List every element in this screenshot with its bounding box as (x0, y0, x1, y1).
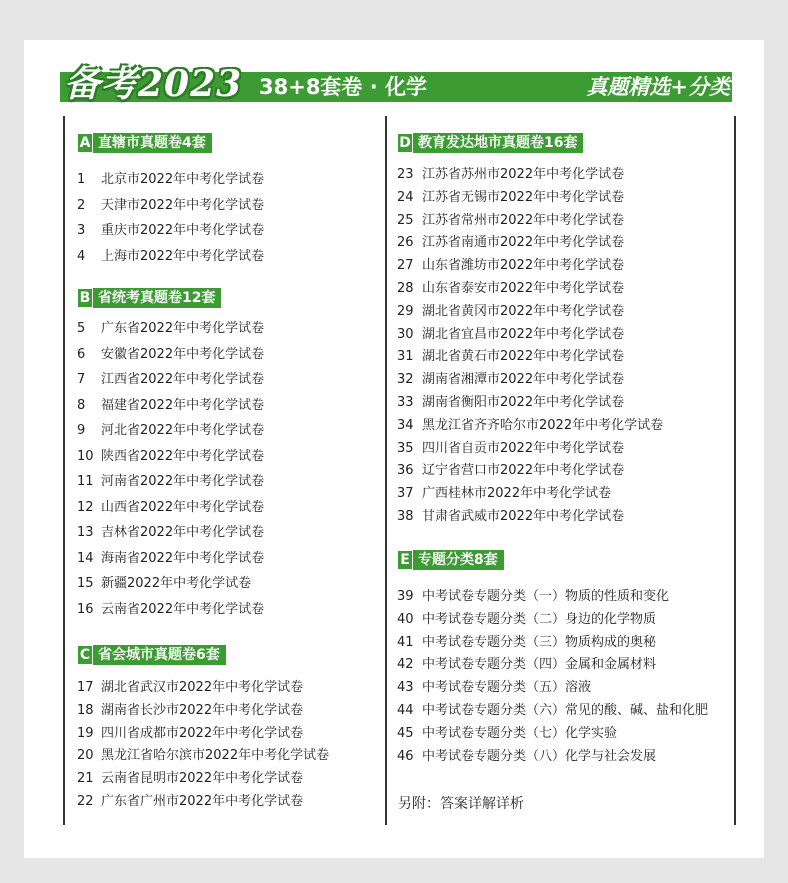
middle-column-rule (385, 116, 387, 825)
item-number: 35 (397, 440, 414, 456)
list-item (77, 571, 264, 597)
item-title: 湖南省湘潭市2022年中考化学试卷 (422, 372, 625, 388)
item-number: 11 (77, 474, 94, 489)
item-title: 湖北省黄冈市2022年中考化学试卷 (422, 303, 625, 319)
item-title: 四川省自贡市2022年中考化学试卷 (422, 440, 625, 456)
item-number: 28 (397, 280, 414, 296)
item-number: 19 (77, 725, 94, 741)
item-title: 重庆市2022年中考化学试卷 (101, 223, 265, 238)
list-item (397, 438, 663, 461)
right-column-rule (734, 116, 736, 825)
section-e-letter: E (397, 550, 413, 570)
list-item (397, 301, 663, 324)
item-number: 33 (397, 394, 414, 410)
item-number: 22 (77, 793, 94, 809)
section-c-letter: C (77, 645, 93, 665)
list-item (397, 460, 663, 483)
item-number: 23 (397, 167, 414, 182)
list-item (77, 218, 264, 244)
list-item (397, 586, 708, 609)
item-title: 四川省成都市2022年中考化学试卷 (101, 725, 304, 741)
list-item (77, 745, 329, 768)
list-item (77, 367, 264, 393)
item-title: 山东省潍坊市2022年中考化学试卷 (422, 258, 625, 274)
item-title: 福建省2022年中考化学试卷 (101, 397, 265, 413)
item-title: 中考试卷专题分类（四）金属和金属材料 (422, 657, 657, 673)
banner-right-title: 真题精选+分类 (586, 74, 730, 99)
left-column-rule (63, 116, 65, 825)
list-item (397, 278, 663, 301)
item-number: 3 (77, 223, 86, 238)
banner-main-title: 备考2023 (64, 63, 243, 105)
list-item (397, 700, 708, 723)
item-number: 5 (77, 321, 86, 336)
item-title: 海南省2022年中考化学试卷 (101, 550, 265, 566)
item-title: 广东省广州市2022年中考化学试卷 (101, 793, 304, 809)
item-number: 9 (77, 423, 86, 438)
item-number: 1 (77, 172, 86, 187)
item-title: 陕西省2022年中考化学试卷 (101, 448, 265, 464)
item-title: 上海市2022年中考化学试卷 (101, 248, 265, 264)
item-title: 江苏省无锡市2022年中考化学试卷 (422, 189, 625, 205)
item-number: 4 (77, 248, 86, 264)
section-c-list (77, 677, 329, 814)
list-item (77, 700, 329, 723)
item-title: 黑龙江省哈尔滨市2022年中考化学试卷 (101, 748, 330, 764)
item-number: 15 (77, 576, 94, 591)
item-title: 江西省2022年中考化学试卷 (101, 372, 265, 387)
item-number: 25 (397, 212, 414, 228)
item-number: 24 (397, 189, 414, 205)
item-number: 39 (397, 589, 414, 604)
section-b-header (77, 288, 221, 308)
item-title: 中考试卷专题分类（六）常见的酸、碱、盐和化肥 (422, 702, 709, 718)
list-item (397, 746, 708, 769)
list-item (397, 232, 663, 255)
section-e-list (397, 586, 708, 768)
list-item (77, 393, 264, 419)
list-item (397, 415, 663, 438)
item-title: 江苏省常州市2022年中考化学试卷 (422, 212, 625, 228)
item-title: 山西省2022年中考化学试卷 (101, 499, 265, 515)
item-number: 34 (397, 417, 414, 433)
item-title: 甘肃省武威市2022年中考化学试卷 (422, 508, 625, 524)
list-item (397, 255, 663, 278)
list-item (397, 210, 663, 233)
list-item (77, 791, 329, 814)
item-title: 天津市2022年中考化学试卷 (101, 197, 265, 213)
item-number: 6 (77, 346, 86, 362)
item-title: 黑龙江省齐齐哈尔市2022年中考化学试卷 (422, 417, 664, 433)
item-title: 中考试卷专题分类（七）化学实验 (422, 725, 618, 741)
item-title: 广东省2022年中考化学试卷 (101, 321, 265, 336)
section-a-letter: A (77, 133, 93, 153)
item-title: 安徽省2022年中考化学试卷 (101, 346, 265, 362)
list-item (397, 677, 708, 700)
footnote: 另附：答案详解详析 (398, 796, 524, 812)
section-e-title: 专题分类8套 (418, 552, 498, 568)
item-number: 17 (77, 680, 94, 695)
item-number: 38 (397, 508, 414, 524)
item-number: 12 (77, 499, 94, 515)
item-number: 31 (397, 349, 414, 365)
list-item (77, 316, 264, 342)
section-a-title: 直辖市真题卷4套 (98, 135, 206, 151)
item-title: 中考试卷专题分类（二）身边的化学物质 (422, 611, 657, 627)
section-a-header (77, 133, 212, 153)
list-item (77, 469, 264, 495)
list-item (77, 342, 264, 368)
item-title: 云南省昆明市2022年中考化学试卷 (101, 771, 304, 787)
item-number: 36 (397, 463, 414, 479)
item-number: 30 (397, 326, 414, 342)
list-item (77, 244, 264, 270)
item-number: 41 (397, 634, 414, 650)
list-item (397, 164, 663, 187)
section-c-header (77, 645, 226, 665)
item-title: 江苏省南通市2022年中考化学试卷 (422, 235, 625, 251)
banner-subtitle: 38+8套卷 · 化学 (259, 75, 428, 99)
list-item (77, 597, 264, 623)
item-number: 37 (397, 486, 414, 502)
item-number: 14 (77, 550, 94, 566)
section-d-header (397, 133, 583, 153)
item-number: 46 (397, 748, 414, 764)
item-title: 广西桂林市2022年中考化学试卷 (422, 486, 612, 502)
item-number: 2 (77, 197, 86, 213)
list-item (397, 723, 708, 746)
item-title: 辽宁省营口市2022年中考化学试卷 (422, 463, 625, 479)
item-number: 27 (397, 258, 414, 274)
section-c-title: 省会城市真题卷6套 (98, 647, 220, 663)
section-d-title: 教育发达地市真题卷16套 (418, 135, 578, 151)
list-item (77, 546, 264, 572)
section-d-list (397, 164, 663, 529)
item-title: 中考试卷专题分类（八）化学与社会发展 (422, 748, 657, 764)
list-item (77, 768, 329, 791)
list-item (397, 187, 663, 210)
item-number: 43 (397, 680, 414, 696)
item-number: 29 (397, 303, 414, 319)
list-item (77, 723, 329, 746)
item-title: 河北省2022年中考化学试卷 (101, 423, 265, 438)
item-title: 吉林省2022年中考化学试卷 (101, 525, 265, 540)
item-title: 新疆2022年中考化学试卷 (101, 576, 252, 591)
list-item (397, 324, 663, 347)
list-item (397, 346, 663, 369)
item-number: 13 (77, 525, 94, 540)
item-number: 7 (77, 372, 86, 387)
item-title: 中考试卷专题分类（五）溶液 (422, 680, 592, 696)
list-item (397, 483, 663, 506)
item-number: 8 (77, 397, 86, 413)
item-title: 湖北省武汉市2022年中考化学试卷 (101, 680, 304, 695)
item-title: 湖北省黄石市2022年中考化学试卷 (422, 349, 625, 365)
list-item (77, 418, 264, 444)
section-e-header (397, 550, 504, 570)
item-number: 18 (77, 702, 94, 718)
item-number: 10 (77, 448, 94, 464)
item-title: 山东省泰安市2022年中考化学试卷 (422, 280, 625, 296)
item-number: 45 (397, 725, 414, 741)
list-item (397, 632, 708, 655)
list-item (397, 609, 708, 632)
list-item (397, 654, 708, 677)
item-number: 26 (397, 235, 414, 251)
item-number: 16 (77, 601, 94, 617)
item-number: 44 (397, 702, 414, 718)
item-number: 21 (77, 771, 94, 787)
item-title: 湖南省衡阳市2022年中考化学试卷 (422, 394, 625, 410)
section-a-list (77, 167, 264, 269)
list-item (77, 444, 264, 470)
list-item (397, 369, 663, 392)
list-item (397, 506, 663, 529)
list-item (77, 520, 264, 546)
item-number: 32 (397, 372, 414, 388)
section-d-letter: D (397, 133, 413, 153)
item-number: 40 (397, 611, 414, 627)
item-title: 北京市2022年中考化学试卷 (101, 172, 265, 187)
list-item (77, 495, 264, 521)
item-title: 云南省2022年中考化学试卷 (101, 601, 265, 617)
item-number: 42 (397, 657, 414, 673)
list-item (77, 167, 264, 193)
item-number: 20 (77, 748, 94, 764)
item-title: 湖北省宜昌市2022年中考化学试卷 (422, 326, 625, 342)
list-item (397, 392, 663, 415)
section-b-list (77, 316, 264, 622)
item-title: 中考试卷专题分类（一）物质的性质和变化 (422, 589, 670, 604)
item-title: 河南省2022年中考化学试卷 (101, 474, 265, 489)
item-title: 中考试卷专题分类（三）物质构成的奥秘 (422, 634, 657, 650)
list-item (77, 193, 264, 219)
section-b-letter: B (77, 288, 93, 308)
item-title: 江苏省苏州市2022年中考化学试卷 (422, 167, 625, 182)
list-item (77, 677, 329, 700)
section-b-title: 省统考真题卷12套 (98, 290, 216, 306)
item-title: 湖南省长沙市2022年中考化学试卷 (101, 702, 304, 718)
